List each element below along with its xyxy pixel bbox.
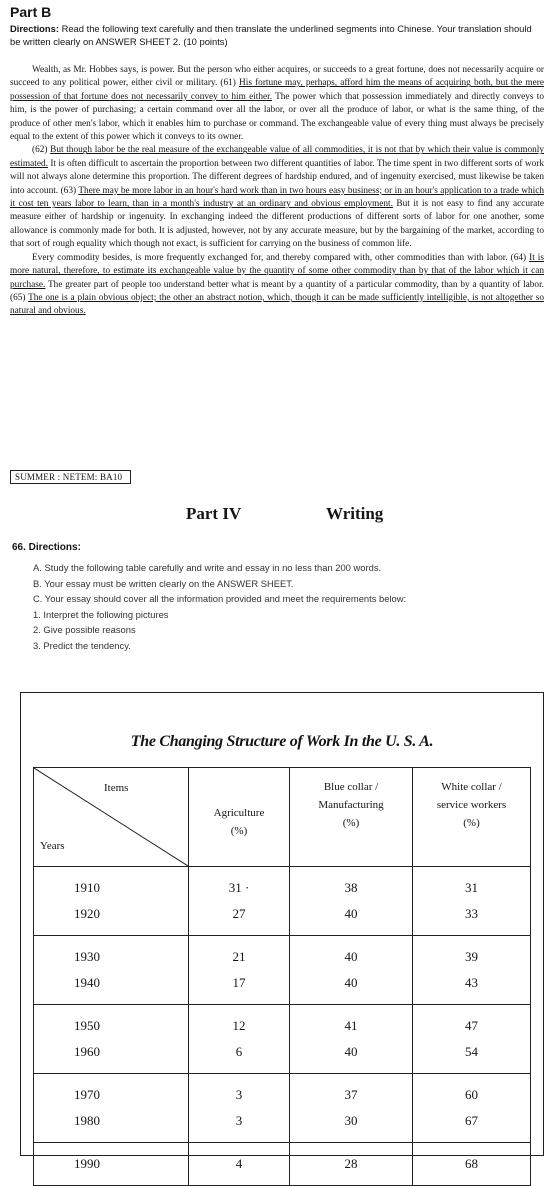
agriculture-value: 27 <box>232 906 246 921</box>
white-collar-value: 68 <box>465 1156 478 1171</box>
underlined-segment-64: It is more natural, therefore, to estimate its exchangeable value by the quantity of some other commodity than by that of the labor which it can purchase. <box>10 252 544 290</box>
table-figure <box>20 692 544 1171</box>
year-value: 1920 <box>74 906 100 921</box>
year-cell <box>34 1143 189 1186</box>
header-blue-collar <box>290 768 413 867</box>
directions-text: Read the following text carefully and then translate the underlined segments into Chinese. Your translation should be written clearly on ANSWER SHEET 2. (10 points) <box>10 23 532 47</box>
directions-list <box>33 560 533 654</box>
underlined-segment-61: His fortune may, perhaps, afford him the means of acquiring both, but the mere possession of that fortune does not necessarily convey to him either. <box>10 78 544 102</box>
table-header-row <box>34 768 531 867</box>
passage-text: (62) <box>32 145 51 156</box>
agriculture-cell <box>189 1143 290 1186</box>
blue-collar-value: 40 <box>344 949 358 964</box>
header-text: Manufacturing <box>318 799 384 811</box>
passage <box>10 64 544 319</box>
header-text: Blue collar / <box>323 781 379 793</box>
part-b-heading: Part B <box>10 4 52 20</box>
agriculture-value: 17 <box>232 975 246 990</box>
passage-paragraph-1 <box>10 64 544 144</box>
source-tag: SUMMER : NETEM: BA10 <box>10 470 131 484</box>
white-collar-cell <box>413 1143 531 1186</box>
part-iv-title: Part IV <box>186 504 242 523</box>
year-value: 1930 <box>74 949 100 964</box>
blue-collar-value: 40 <box>344 906 358 921</box>
passage-paragraph-3 <box>10 252 544 319</box>
agriculture-cell <box>189 1005 290 1074</box>
header-text: (%) <box>230 825 248 837</box>
white-collar-value: 43 <box>465 975 478 990</box>
agriculture-value: 31 · <box>228 880 250 895</box>
direction-line: A. Study the following table carefully and write and essay in no less than 200 words. <box>33 562 382 573</box>
year-value: 1940 <box>74 975 100 990</box>
table-row <box>34 867 531 936</box>
year-cell <box>34 1074 189 1143</box>
year-value: 1950 <box>74 1018 100 1033</box>
direction-line: 2. Give possible reasons <box>33 624 136 636</box>
white-collar-value: 67 <box>465 1113 478 1128</box>
header-white-collar <box>413 768 531 867</box>
white-collar-value: 60 <box>465 1087 478 1102</box>
blue-collar-cell <box>290 1074 413 1143</box>
underlined-segment-63: There may be more labor in an hour's hard work than in two hours easy business; or in an hour's application to a trade which it cost ten years labor to learn, than in a month's industry at an ordinary and obvious employment. <box>10 185 544 210</box>
direction-line: 1. Interpret the following pictures <box>33 608 169 620</box>
corner-years-label: Years <box>40 840 65 852</box>
passage-text: The greater part of people too understand better what is meant by a quantity of a particular commodity, than by a quantity of labor. (65) <box>10 279 544 303</box>
underlined-segment-62: But though labor be the real measure of the exchangeable value of all commodities, it is not that by which their value is commonly estimated. <box>10 145 544 169</box>
blue-collar-cell <box>290 1005 413 1074</box>
agriculture-value: 21 <box>232 949 246 964</box>
passage-text: But it is not easy to find any accurate measure either of hardship or ingenuity. In exchanging indeed the different productions of different sorts of labor for one another, some allowance is commonly made for both. It is adjusted, however, not by any accurate measure, but by the bargaining of the market, according to that sort of rough equality which though not exact, is sufficient for carrying on the business of common life. <box>10 199 544 250</box>
passage-text: Every commodity besides, is more frequently exchanged for, and thereby compared with, other commodities than with labor. (64) <box>32 252 530 263</box>
blue-collar-value: 37 <box>344 1087 358 1102</box>
blue-collar-value: 28 <box>344 1156 358 1171</box>
white-collar-value: 54 <box>465 1044 478 1059</box>
direction-line: 3. Predict the tendency. <box>33 639 131 651</box>
agriculture-value: 4 <box>235 1156 243 1171</box>
corner-cell <box>34 768 189 867</box>
blue-collar-value: 40 <box>344 1044 358 1059</box>
white-collar-cell <box>413 1074 531 1143</box>
year-cell <box>34 867 189 936</box>
white-collar-value: 39 <box>465 949 478 964</box>
header-text: White collar / <box>441 781 502 793</box>
directions-label: Directions: <box>10 23 59 34</box>
blue-collar-value: 41 <box>344 1018 358 1033</box>
direction-line: C. Your essay should cover all the information provided and meet the requirements below: <box>33 593 407 605</box>
table-row <box>34 1074 531 1143</box>
passage-paragraph-2 <box>10 144 544 251</box>
white-collar-value: 33 <box>465 906 478 921</box>
blue-collar-cell <box>290 867 413 936</box>
agriculture-cell <box>189 1074 290 1143</box>
year-value: 1990 <box>74 1156 100 1171</box>
white-collar-value: 47 <box>465 1018 478 1033</box>
blue-collar-cell <box>290 936 413 1005</box>
year-value: 1970 <box>74 1087 100 1102</box>
header-text: (%) <box>463 817 480 829</box>
passage-text: Wealth, as Mr. Hobbes says, is power. But the person who either acquires, or succeeds to a great fortune, does not necessarily acquire or succeed to any political power, either civil or military. (61) <box>10 65 544 89</box>
direction-line: B. Your essay must be written clearly on the ANSWER SHEET. <box>33 577 294 589</box>
year-cell <box>34 936 189 1005</box>
year-cell <box>34 1005 189 1074</box>
white-collar-cell <box>413 936 531 1005</box>
agriculture-value: 3 <box>235 1087 243 1102</box>
part-iv-subtitle: Writing <box>326 504 384 523</box>
passage-text: It is often difficult to ascertain the proportion between two different quantities of labor. The time spent in two different sorts of work will not always alone determine this proportion. The different degrees of hardship endured, and of ingenuity exercised, must likewise be taken into account. (63) <box>10 158 544 196</box>
white-collar-cell <box>413 867 531 936</box>
corner-diagonal <box>34 768 188 866</box>
header-text: Agriculture <box>213 807 265 819</box>
table-row <box>34 936 531 1005</box>
agriculture-value: 3 <box>235 1113 243 1128</box>
blue-collar-value: 30 <box>344 1113 358 1128</box>
part-b-section <box>10 4 544 319</box>
corner-items-label: Items <box>104 782 129 794</box>
passage-text: The power which that possession immediately and directly conveys to him, is the power of purchasing; a certain command over all the labor, or over all the produce of labor, or what is the same thing, of the produce of other men's labor, which it enables him to purchase or command. The exchangeable value of every thing must always be precisely equal to the extent of this power which it conveys to its owner. <box>10 91 544 143</box>
table-row <box>34 1005 531 1074</box>
agriculture-value: 12 <box>232 1018 246 1033</box>
header-text: service workers <box>436 799 507 811</box>
white-collar-value: 31 <box>465 880 478 895</box>
question-66-directions: 66. Directions: <box>12 542 81 553</box>
work-structure-table <box>33 767 531 1186</box>
year-value: 1960 <box>74 1044 100 1059</box>
header-agriculture <box>189 768 290 867</box>
header-text: (%) <box>342 817 360 829</box>
underlined-segment-65: The one is a plain obvious object; the other an abstract notion, which, though it can be made sufficiently intelligible, is not altogether so natural and obvious. <box>10 292 544 317</box>
year-value: 1980 <box>74 1113 100 1128</box>
table-row <box>34 1143 531 1186</box>
white-collar-cell <box>413 1005 531 1074</box>
blue-collar-cell <box>290 1143 413 1186</box>
agriculture-value: 6 <box>235 1044 243 1059</box>
agriculture-cell <box>189 936 290 1005</box>
year-value: 1910 <box>74 880 100 895</box>
blue-collar-value: 40 <box>344 975 358 990</box>
part-b-directions <box>10 22 544 48</box>
table-title: The Changing Structure of Work In the U. S. A. <box>130 733 434 750</box>
blue-collar-value: 38 <box>344 880 358 895</box>
agriculture-cell <box>189 867 290 936</box>
